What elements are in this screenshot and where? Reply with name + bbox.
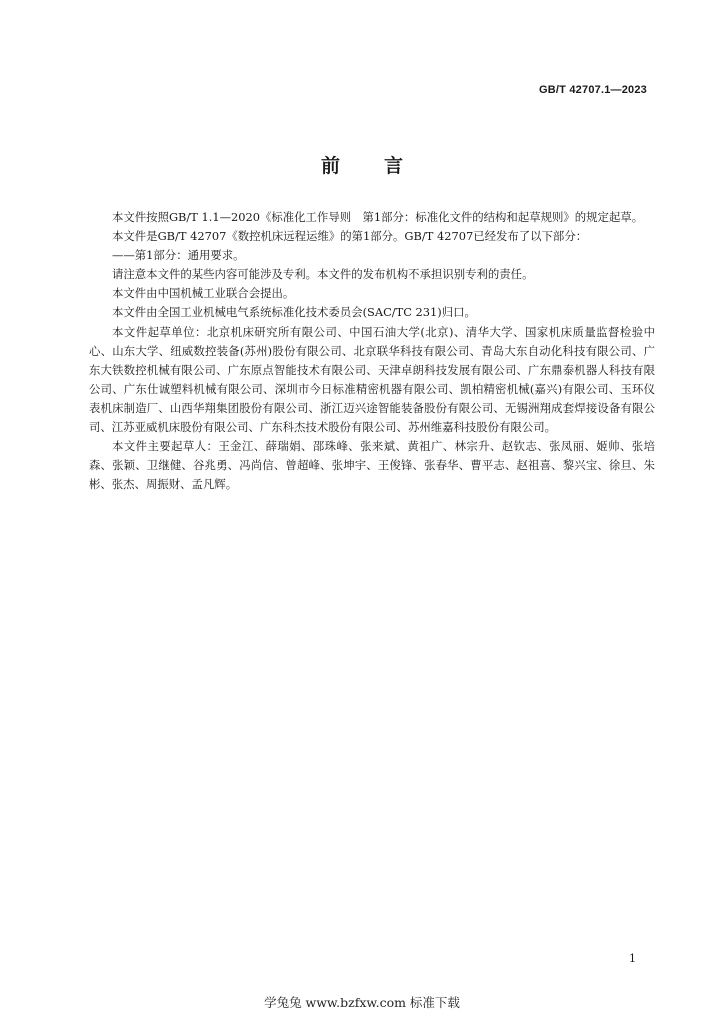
paragraph-drafting-organizations: 本文件起草单位：北京机床研究所有限公司、中国石油大学(北京)、清华大学、国家机床质量监督检验中心、山东大学、纽威数控装备(苏州)股份有限公司、北京联华科技有限公司、青岛大东自动化科技有限公司、广东大铁数控机械有限公司、广东原点智能技术有限公司、天津卓朗科技发展有限公司、广东鼎泰机器人科技有限公司、广东仕诚塑料机械有限公司、深圳市今日标准精密机器有限公司、凯柏精密机械(嘉兴)有限公司、玉环仪表机床制造厂、山西华翔集团股份有限公司、浙江迈兴途智能装备股份有限公司、无锡洲翔成套焊接设备有限公司、江苏亚威机床股份有限公司、广东科杰技术股份有限公司、苏州维嘉科技股份有限公司。 xyxy=(89,324,655,435)
paragraph-part-list-item: ——第1部分：通用要求。 xyxy=(112,248,245,263)
standard-code: GB/T 42707.1—2023 xyxy=(539,84,647,96)
foreword-body xyxy=(89,208,655,494)
footer-watermark: 学兔兔 www.bzfxw.com 标准下载 xyxy=(264,995,460,1010)
paragraph-main-drafters: 本文件主要起草人：王金江、薛瑞娟、邵珠峰、张来斌、黄祖广、林宗升、赵钦志、张凤丽、姬帅、张培森、张颖、卫继健、谷兆勇、冯尚信、曾超峰、张坤宇、王俊锋、张春华、曹平志、赵祖喜、黎兴宝、徐旦、朱彬、张杰、周振财、孟凡辉。 xyxy=(89,439,655,492)
paragraph-drafting-rules: 本文件按照GB/T 1.1—2020《标准化工作导则 第1部分：标准化文件的结构和起草规则》的规定起草。 xyxy=(112,210,644,224)
paragraph-series-part: 本文件是GB/T 42707《数控机床远程运维》的第1部分。GB/T 42707已经发布了以下部分： xyxy=(112,229,588,244)
title-char-1: 前 xyxy=(320,155,340,177)
page-title xyxy=(0,151,724,178)
page-number: 1 xyxy=(629,952,636,965)
paragraph-patent-notice: 请注意本文件的某些内容可能涉及专利。本文件的发布机构不承担识别专利的责任。 xyxy=(112,267,534,282)
title-char-2: 言 xyxy=(384,155,404,177)
paragraph-under-jurisdiction: 本文件由全国工业机械电气系统标准化技术委员会(SAC/TC 231)归口。 xyxy=(112,305,476,320)
paragraph-proposed-by: 本文件由中国机械工业联合会提出。 xyxy=(112,286,295,301)
